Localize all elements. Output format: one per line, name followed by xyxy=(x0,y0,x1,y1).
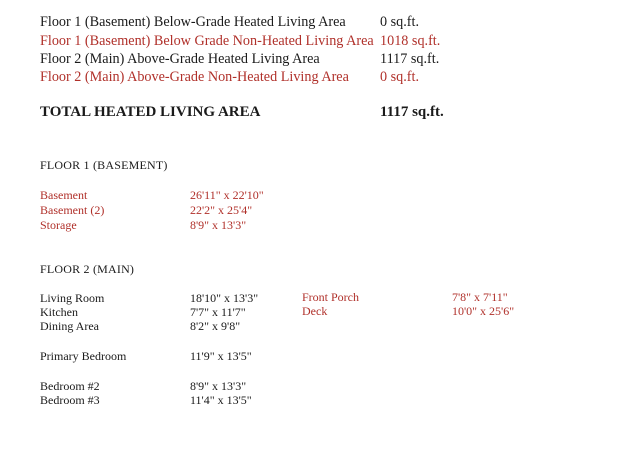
floor2-unheated-name: Front Porch xyxy=(302,290,359,304)
floor2-room-name: Primary Bedroom xyxy=(40,349,127,363)
floor1-room-name: Basement (2) xyxy=(40,203,105,217)
floor2-room-dims: 18'10" x 13'3" xyxy=(190,291,259,305)
floor2-room-dims: 8'9" x 13'3" xyxy=(190,379,247,393)
floor2-room-dims: 11'4" x 13'5" xyxy=(190,393,252,407)
floor1-room-name: Storage xyxy=(40,218,77,232)
summary-label-floor2-nonheated: Floor 2 (Main) Above-Grade Non-Heated Living Area xyxy=(40,69,349,85)
summary-label-floor2-heated: Floor 2 (Main) Above-Grade Heated Living Area xyxy=(40,51,320,67)
summary-value-floor1-heated: 0 sq.ft. xyxy=(380,14,420,30)
floor2-room-name: Bedroom #2 xyxy=(40,379,100,393)
floor2-section-title: FLOOR 2 (MAIN) xyxy=(40,262,135,276)
floor1-section-title: FLOOR 1 (BASEMENT) xyxy=(40,158,168,172)
floor1-room-name: Basement xyxy=(40,188,88,202)
floor2-room-name: Living Room xyxy=(40,291,105,305)
floor2-room-dims: 11'9" x 13'5" xyxy=(190,349,252,363)
floor2-unheated-dims: 7'8" x 7'11" xyxy=(452,290,508,304)
floor2-room-name: Bedroom #3 xyxy=(40,393,100,407)
summary-label-floor1-heated: Floor 1 (Basement) Below-Grade Heated Living Area xyxy=(40,14,346,30)
total-heated-value: 1117 sq.ft. xyxy=(380,104,444,120)
floor2-room-name: Kitchen xyxy=(40,305,78,319)
floor2-room-dims: 8'2" x 9'8" xyxy=(190,319,241,333)
summary-label-floor1-nonheated: Floor 1 (Basement) Below Grade Non-Heated Living Area xyxy=(40,33,374,49)
floor2-unheated-name: Deck xyxy=(302,304,328,318)
total-heated-label: TOTAL HEATED LIVING AREA xyxy=(40,104,261,120)
summary-value-floor2-heated: 1117 sq.ft. xyxy=(380,51,440,67)
floor2-room-name: Dining Area xyxy=(40,319,99,333)
summary-value-floor1-nonheated: 1018 sq.ft. xyxy=(380,33,441,49)
floor1-room-dims: 26'11" x 22'10" xyxy=(190,188,264,202)
summary-value-floor2-nonheated: 0 sq.ft. xyxy=(380,69,420,85)
floor1-room-dims: 8'9" x 13'3" xyxy=(190,218,247,232)
floor2-room-dims: 7'7" x 11'7" xyxy=(190,305,246,319)
floor1-room-dims: 22'2" x 25'4" xyxy=(190,203,253,217)
floor2-unheated-dims: 10'0" x 25'6" xyxy=(452,304,515,318)
